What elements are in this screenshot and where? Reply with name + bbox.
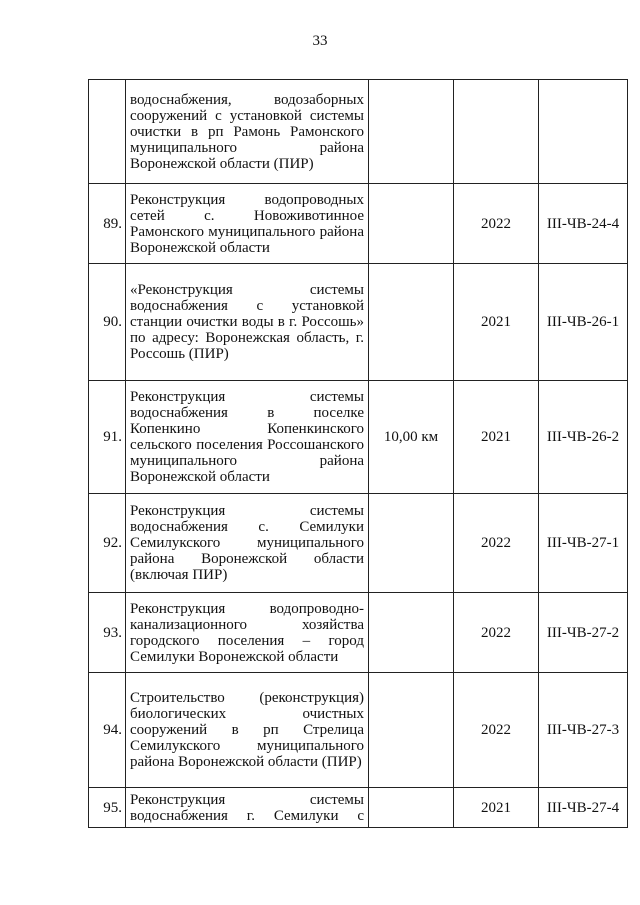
object-length — [369, 593, 454, 673]
object-year: 2021 — [454, 381, 539, 494]
object-name: Реконструкция системы водоснабжения г. Семилуки с — [126, 788, 369, 828]
table-row — [89, 494, 628, 593]
row-number: 91. — [89, 381, 126, 494]
objects-table — [88, 79, 628, 828]
object-name: Реконструкция водопроводных сетей с. Новоживотинное Рамонского муниципального района Воронежской области — [126, 184, 369, 264]
object-name: Реконструкция системы водоснабжения в поселке Копенкино Копенкинского сельского поселения Россошанского муниципального района Воронежской области — [126, 381, 369, 494]
table-row — [89, 264, 628, 381]
object-length: 10,00 км — [369, 381, 454, 494]
page-number: 33 — [312, 33, 328, 49]
object-name: водоснабжения, водозаборных сооружений с установкой системы очистки в рп Рамонь Рамонского муниципального района Воронежской области (ПИР) — [126, 80, 369, 184]
object-length — [369, 80, 454, 184]
object-name: Реконструкция системы водоснабжения с. Семилуки Семилукского муниципального района Воронежской области (включая ПИР) — [126, 494, 369, 593]
object-year: 2021 — [454, 788, 539, 828]
object-code: III-ЧВ-26-2 — [539, 381, 628, 494]
table-row — [89, 381, 628, 494]
row-number — [89, 80, 126, 184]
table-row — [89, 673, 628, 788]
object-code: III-ЧВ-27-3 — [539, 673, 628, 788]
object-code: III-ЧВ-26-1 — [539, 264, 628, 381]
object-code: III-ЧВ-24-4 — [539, 184, 628, 264]
row-number: 94. — [89, 673, 126, 788]
object-length — [369, 673, 454, 788]
object-length — [369, 788, 454, 828]
table-row — [89, 593, 628, 673]
object-name: Строительство (реконструкция) биологических очистных сооружений в рп Стрелица Семилукского муниципального района Воронежской области (ПИР) — [126, 673, 369, 788]
object-year: 2022 — [454, 593, 539, 673]
row-number: 90. — [89, 264, 126, 381]
row-number: 93. — [89, 593, 126, 673]
object-code: III-ЧВ-27-4 — [539, 788, 628, 828]
object-code: III-ЧВ-27-2 — [539, 593, 628, 673]
object-year: 2021 — [454, 264, 539, 381]
object-length — [369, 184, 454, 264]
object-year: 2022 — [454, 673, 539, 788]
object-code: III-ЧВ-27-1 — [539, 494, 628, 593]
table-row — [89, 80, 628, 184]
object-year: 2022 — [454, 494, 539, 593]
object-code — [539, 80, 628, 184]
object-name: Реконструкция водопроводно-канализационного хозяйства городского поселения – город Семилуки Воронежской области — [126, 593, 369, 673]
object-year: 2022 — [454, 184, 539, 264]
object-year — [454, 80, 539, 184]
row-number: 95. — [89, 788, 126, 828]
row-number: 89. — [89, 184, 126, 264]
table-row — [89, 184, 628, 264]
object-name: «Реконструкция системы водоснабжения с установкой станции очистки воды в г. Россошь» по адресу: Воронежская область, г. Россошь (ПИР) — [126, 264, 369, 381]
object-length — [369, 264, 454, 381]
object-length — [369, 494, 454, 593]
row-number: 92. — [89, 494, 126, 593]
table-row — [89, 788, 628, 828]
